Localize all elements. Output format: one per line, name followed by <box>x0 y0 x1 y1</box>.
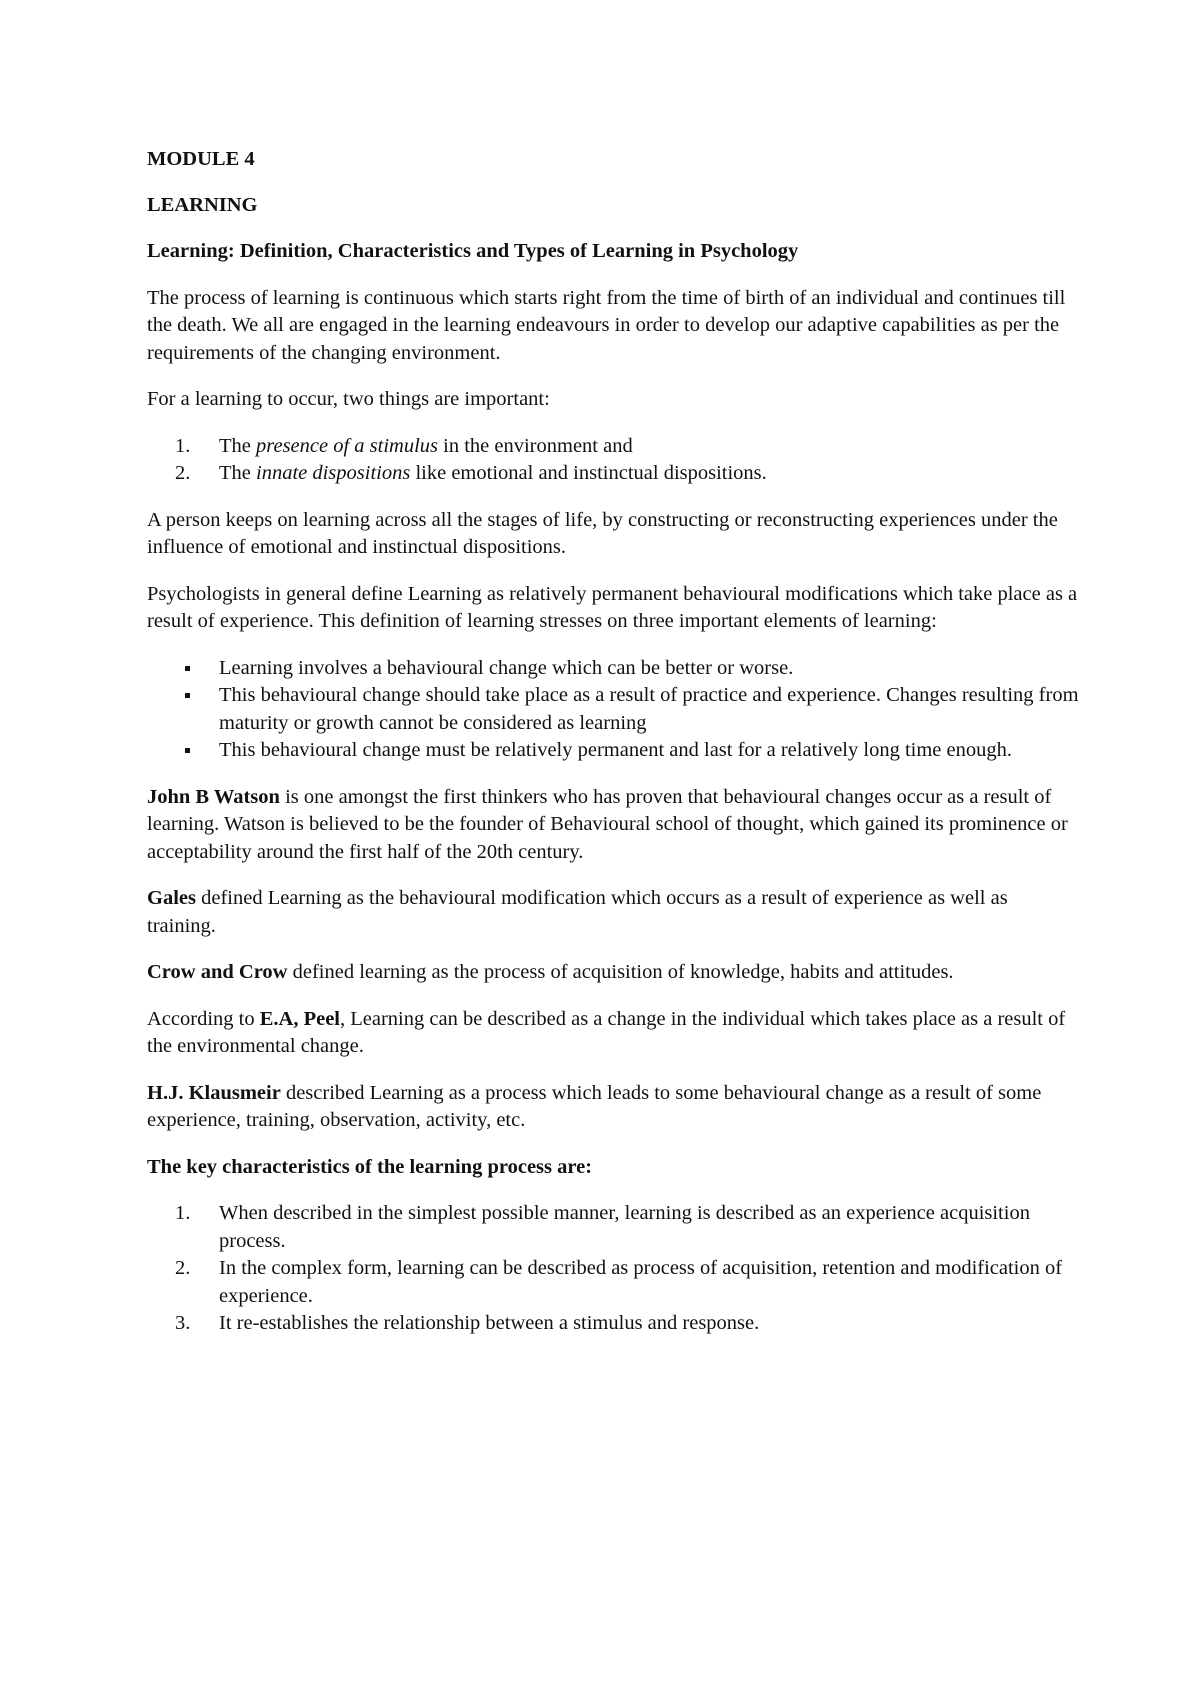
list-text: Learning involves a behavioural change which can be better or worse. <box>219 656 794 679</box>
list-text: like emotional and instinctual dispositions. <box>410 462 767 484</box>
section-title: LEARNING <box>147 193 258 216</box>
occur-intro: For a learning to occur, two things are important: <box>147 388 550 410</box>
list-item <box>147 682 1080 737</box>
author-name: E.A, Peel <box>259 1007 341 1030</box>
paragraph-text: According to <box>147 1007 260 1030</box>
list-number: 3. <box>175 1312 191 1334</box>
list-item <box>147 433 1080 461</box>
intro-paragraph: The process of learning is continuous which starts right from the time of birth of an individual and continues till the death. We all are engaged in the learning endeavours in order to develop our adaptive capabilities as per the requirements of the changing environment. <box>147 286 1066 364</box>
occur-list <box>147 433 1080 488</box>
list-text: This behavioural change should take place as a result of practice and experience. Changes resulting from maturity or growth cannot be considered as learning <box>219 684 1079 734</box>
list-text: The <box>219 434 256 457</box>
list-text: This behavioural change must be relatively permanent and last for a relatively long time enough. <box>219 739 1012 761</box>
list-item <box>147 460 1080 488</box>
module-label: MODULE 4 <box>147 148 255 170</box>
bullet-square-icon <box>185 666 190 671</box>
bullet-square-icon <box>185 693 190 698</box>
characteristics-list <box>147 1200 1080 1338</box>
paragraph-text: , Learning can be described as a change in the individual which takes place as a result of the environmental change. <box>147 1007 1066 1057</box>
list-item <box>147 1255 1080 1310</box>
emphasis-text: presence of a stimulus <box>256 434 439 457</box>
gales-paragraph <box>147 885 1080 940</box>
author-name: Gales <box>147 887 196 909</box>
paragraph-text: defined learning as the process of acquisition of knowledge, habits and attitudes. <box>287 961 954 983</box>
klausmeir-paragraph <box>147 1080 1080 1135</box>
list-text: The <box>219 462 256 484</box>
author-name: H.J. Klausmeir <box>147 1081 281 1104</box>
list-text: In the complex form, learning can be described as process of acquisition, retention and modification of experience. <box>219 1257 1063 1307</box>
bullet-square-icon <box>185 748 190 753</box>
emphasis-text: innate dispositions <box>256 462 411 484</box>
paragraph-text: defined Learning as the behavioural modification which occurs as a result of experience as well as training. <box>147 887 1008 937</box>
peel-paragraph <box>147 1006 1080 1061</box>
list-item <box>147 1200 1080 1255</box>
list-number: 2. <box>175 1257 191 1279</box>
author-name: John B Watson <box>147 785 280 808</box>
list-text: When described in the simplest possible manner, learning is described as an experience acquisition process. <box>219 1202 1030 1252</box>
elements-list <box>147 655 1080 765</box>
paragraph-text: described Learning as a process which leads to some behavioural change as a result of some experience, training, observation, activity, etc. <box>147 1081 1042 1131</box>
document-subtitle: Learning: Definition, Characteristics and Types of Learning in Psychology <box>147 240 799 262</box>
list-text: It re-establishes the relationship between a stimulus and response. <box>219 1312 760 1334</box>
paragraph-text: is one amongst the first thinkers who has proven that behavioural changes occur as a result of learning. Watson is believed to be the founder of Behavioural school of thought, which gained its prominence or acceptability around the first half of the 20th century. <box>147 785 1068 863</box>
watson-paragraph <box>147 784 1080 867</box>
characteristics-heading: The key characteristics of the learning process are: <box>147 1155 593 1178</box>
crow-paragraph <box>147 959 1080 987</box>
list-item <box>147 655 1080 683</box>
list-number: 2. <box>175 462 191 484</box>
list-item <box>147 737 1080 765</box>
list-text: in the environment and <box>438 434 633 457</box>
person-paragraph: A person keeps on learning across all the stages of life, by constructing or reconstructing experiences under the influence of emotional and instinctual dispositions. <box>147 508 1058 558</box>
definition-paragraph: Psychologists in general define Learning as relatively permanent behavioural modifications which take place as a result of experience. This definition of learning stresses on three important elements of learning: <box>147 582 1078 632</box>
author-name: Crow and Crow <box>147 961 288 983</box>
list-item <box>147 1310 1080 1338</box>
list-number: 1. <box>175 434 191 457</box>
list-number: 1. <box>175 1202 191 1224</box>
